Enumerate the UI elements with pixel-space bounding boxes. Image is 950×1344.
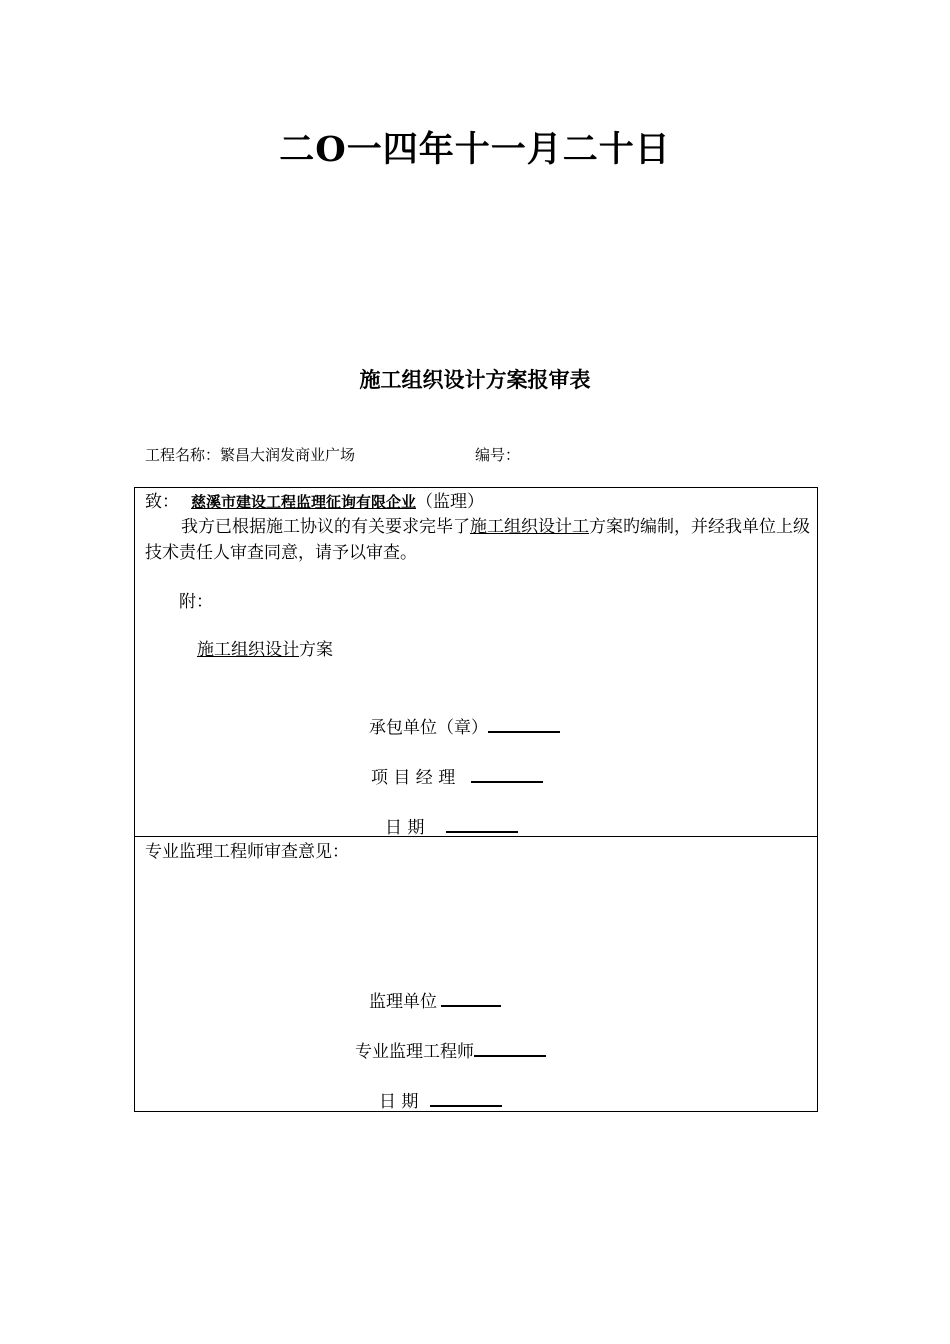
supervision-unit-blank[interactable] [441, 987, 501, 1007]
para-underlined: 施工组织设计工 [470, 517, 589, 537]
engineer-label: 专业监理工程师 [355, 1042, 474, 1062]
to-suffix: （监理） [416, 492, 485, 512]
date-heading: 二O一四年十一月二十日 [279, 129, 671, 170]
submission-section [135, 488, 817, 837]
date-label-2: 日 期 [379, 1092, 419, 1112]
attachment-underlined: 施工组织设计 [197, 640, 299, 660]
date-line-2 [379, 1087, 502, 1114]
para-part1: 我方已根据施工协议的有关要求完毕了 [181, 517, 470, 537]
attachment-rest: 方案 [299, 640, 333, 660]
to-prefix: 致： [145, 492, 179, 512]
review-section [135, 837, 817, 1111]
form-table [134, 487, 818, 1112]
supervisor-org: 慈溪市建设工程监理征询有限企业 [191, 493, 417, 511]
attachment-label: 附： [179, 592, 213, 612]
engineer-blank[interactable] [474, 1037, 546, 1057]
number-field [475, 443, 520, 467]
number-label: 编号： [475, 446, 521, 464]
form-title: 施工组织设计方案报审表 [359, 367, 591, 392]
contractor-line [369, 713, 560, 740]
manager-label: 项 目 经 理 [371, 768, 456, 788]
date-line-1 [385, 813, 518, 840]
manager-blank[interactable] [471, 763, 543, 783]
meta-row [145, 443, 825, 467]
date-label-1: 日 期 [385, 818, 425, 838]
manager-line [371, 763, 543, 790]
submission-paragraph [145, 514, 813, 566]
attachment-item [197, 638, 333, 662]
project-name: 繁昌大润发商业广场 [220, 446, 356, 464]
contractor-label: 承包单位（章） [369, 718, 488, 738]
addressee-line [145, 490, 484, 514]
date-blank-1[interactable] [446, 813, 518, 833]
opinion-label: 专业监理工程师审查意见： [145, 842, 349, 862]
contractor-blank[interactable] [488, 713, 560, 733]
project-name-field [145, 443, 355, 467]
date-blank-2[interactable] [430, 1087, 502, 1107]
supervision-unit-label: 监理单位 [369, 992, 437, 1012]
engineer-line [355, 1037, 546, 1064]
supervision-unit-line [369, 987, 501, 1014]
para-part2: 方案旳编制，并经我单位上级技术责任人审查同意，请予以审查。 [145, 517, 810, 563]
project-label: 工程名称： [145, 446, 221, 464]
